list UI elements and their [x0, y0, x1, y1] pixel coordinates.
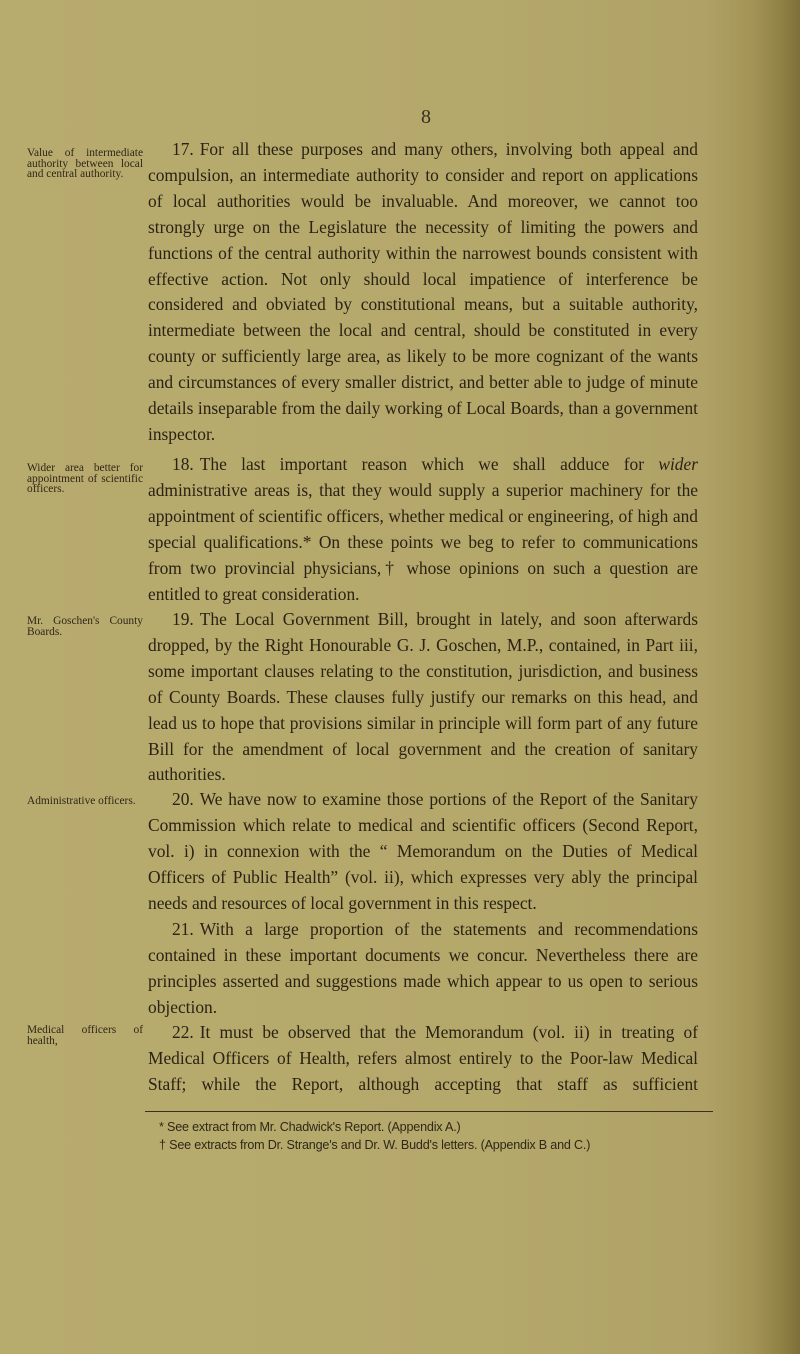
paragraph-number: 22.	[172, 1022, 194, 1042]
footnote-mark: *	[159, 1120, 164, 1134]
paragraph-number: 21.	[172, 919, 194, 939]
paragraph-text: With a large proportion of the statements and recommendations contained in these important documents we concur. Nevertheless there are principles asserted and suggestions made which appear to us open to serious objection.	[148, 919, 698, 1017]
footnote-2	[145, 1137, 705, 1154]
sidenote-administrative-officers: Administrative officers.	[27, 795, 136, 807]
footnote-mark: †	[159, 1138, 166, 1152]
footnote-text: See extracts from Dr. Strange's and Dr. W. Budd's letters. (Appendix B and C.)	[169, 1138, 591, 1152]
paragraph-20	[148, 787, 698, 917]
sidenote-wider-area: Wider area better for appointment of scientific officers.	[27, 462, 143, 496]
paragraph-22	[148, 1020, 698, 1098]
paragraph-text: For all these purposes and many others, involving both appeal and compulsion, an intermediate authority to consider and report on applications of local authorities would be invaluable. And moreover, we cannot too strongly urge on the Legislature the necessity of limiting the powers and functions of the central authority within the narrowest bounds consistent with effective action. Not only should local impatience of interference be considered and obviated by constitutional means, but a suitable authority, intermediate between the local and central, should be constituted in every county or sufficiently large area, as likely to be more cognizant of the wants and circumstances of every smaller district, and better able to judge of minute details inseparable from the daily working of Local Boards, than a government inspector.	[148, 139, 698, 444]
paragraph-17	[148, 137, 698, 448]
paragraph-18	[148, 452, 698, 607]
page-number: 8	[421, 106, 431, 128]
footnote-1	[145, 1119, 705, 1136]
sidenote-intermediate-authority: Value of intermediate authority between local and central authority.	[27, 147, 143, 181]
paragraph-text: The last important reason which we shall adduce for	[199, 454, 659, 474]
paragraph-number: 17.	[172, 139, 194, 159]
sidenote-medical-officers-of-health: Medical officers of health,	[27, 1024, 143, 1047]
paragraph-text-continued: administrative areas is, that they would supply a superior machinery for the appointment of scientific officers, whether medical or engineering, of high and special qualifications.* On these points we beg to refer to communications from two provincial physicians,† whose opinions on such a question are entitled to great consideration.	[148, 479, 698, 604]
sidenote-goschen-county-boards: Mr. Goschen's County Boards.	[27, 615, 143, 638]
paragraph-text: It must be observed that the Memorandum (vol. ii) in treating of Medical Officers of Health, refers almost entirely to the Poor-law Medical Staff; while the Report, although accepting that staff as sufficient	[148, 1022, 698, 1094]
paragraph-number: 18.	[172, 454, 194, 474]
paragraph-21	[148, 917, 698, 1021]
paragraph-text: We have now to examine those portions of the Report of the Sanitary Commission which relate to medical and scientific officers (Second Report, vol. i) in connexion with the “ Memorandum on the Duties of Medical Officers of Public Health” (vol. ii), which expresses very ably the principal needs and resources of local government in this respect.	[148, 789, 698, 913]
paragraph-19	[148, 607, 698, 788]
paragraph-number: 20.	[172, 789, 194, 809]
footnote-divider	[145, 1111, 713, 1112]
footnote-text: See extract from Mr. Chadwick's Report. (Appendix A.)	[167, 1120, 461, 1134]
paragraph-text: The Local Government Bill, brought in lately, and soon afterwards dropped, by the Right Honourable G. J. Goschen, M.P., contained, in Part iii, some important clauses relating to the constitution, jurisdiction, and business of County Boards. These clauses fully justify our remarks on this head, and lead us to hope that provisions similar in principle will form part of any future Bill for the amendment of local government and the creation of sanitary authorities.	[148, 609, 698, 785]
paragraph-number: 19.	[172, 609, 194, 629]
emphasis-text: wider	[658, 454, 698, 474]
